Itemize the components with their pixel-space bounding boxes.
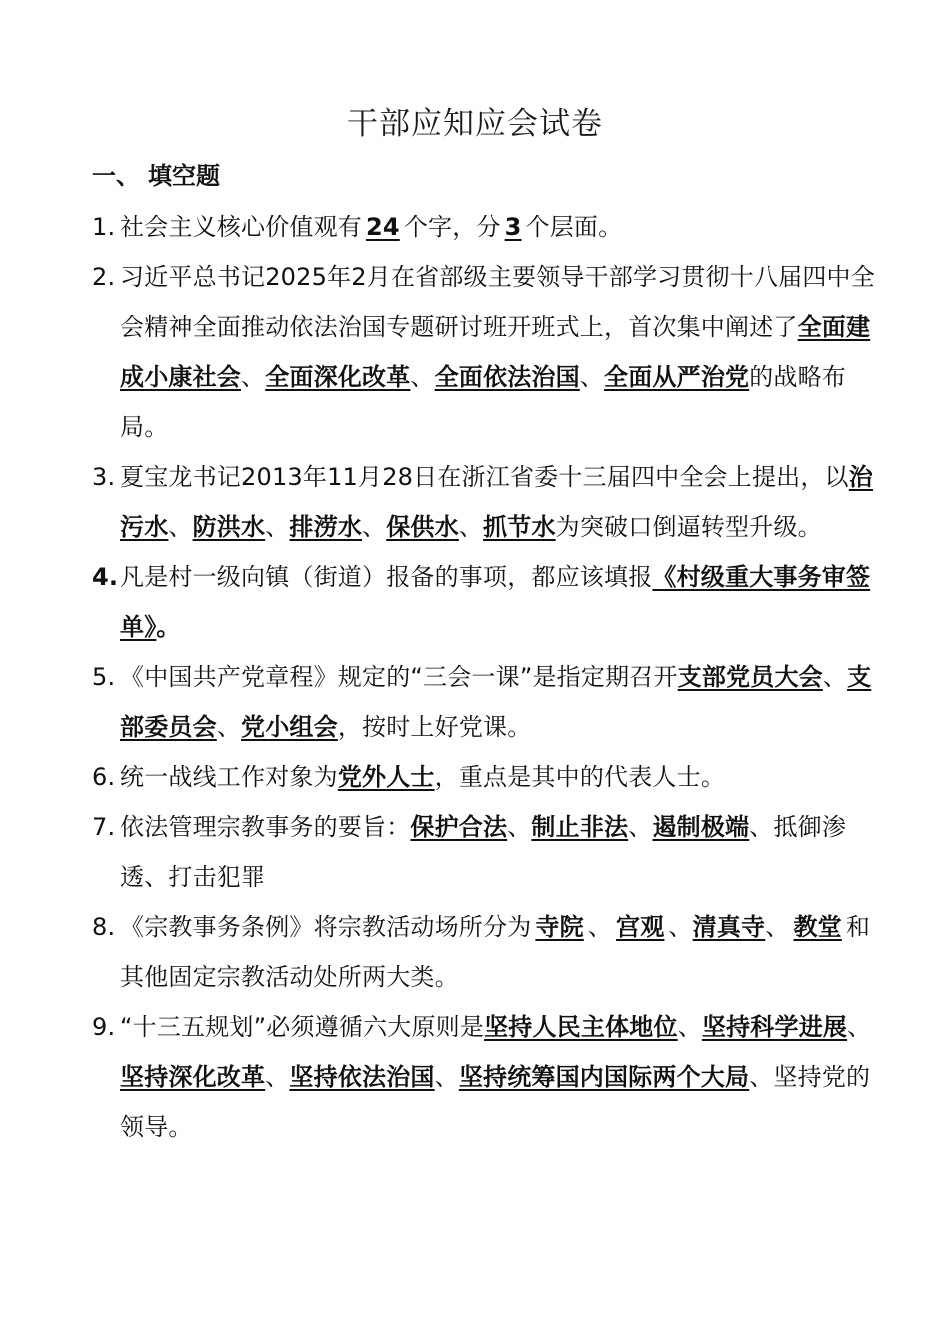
question-text: 依法管理宗教事务的要旨： [120,813,411,841]
question-item [92,552,892,652]
question-item [92,652,892,752]
answer-blank: 寺院 [535,913,584,941]
answer-blank: 制止非法 [531,813,629,841]
question-text: 和其他固定宗教活动处所两大类。 [120,913,871,991]
question-text: 、 [628,813,653,841]
question-text: 。 [156,613,181,641]
question-text: 统一战线工作对象为 [120,763,338,791]
answer-blank: 全面深化改革 [265,363,411,391]
question-number: 6. [92,763,116,791]
question-text: 、抵御渗透、打击犯罪 [120,813,847,891]
question-number: 1. [92,213,116,241]
question-number: 4. [92,563,119,591]
question-text: 、坚持党的领导。 [120,1063,871,1141]
question-number: 2. [92,263,116,291]
answer-blank: 保护合法 [410,813,508,841]
question-text: 、 [410,363,435,391]
question-number: 7. [92,813,116,841]
answer-blank: 坚持人民主体地位 [484,1013,678,1041]
answer-blank: 保供水 [386,513,459,541]
question-number: 8. [92,913,116,941]
answer-blank: 党小组会 [241,713,338,741]
question-text: 、 [265,1063,290,1091]
question-list [92,202,892,1152]
question-item [92,802,892,902]
question-text: 的战略布局。 [120,363,847,441]
question-text: 、 [587,913,613,941]
question-item [92,1002,892,1152]
answer-blank: 3 [504,213,522,241]
answer-blank: 全面从严治党 [604,363,750,391]
answer-blank: 治污水 [120,463,873,541]
answer-blank: 遏制极端 [652,813,750,841]
question-text: 《中国共产党章程》规定的“三会一课”是指定期召开 [120,663,678,691]
question-text: 、 [668,913,693,941]
answer-blank: 支部委员会 [120,663,872,741]
answer-blank: 坚持依法治国 [289,1063,435,1091]
question-text: 、 [507,813,532,841]
question-text: 、 [265,513,290,541]
answer-blank: 清真寺 [692,913,766,941]
question-item [92,252,892,452]
question-text: 、 [168,513,193,541]
question-item [92,902,892,1002]
question-text: 、 [765,913,790,941]
section-title: 填空题 [148,162,220,190]
question-item [92,752,892,802]
question-item [92,452,892,552]
question-text: 、 [847,1013,872,1041]
question-text: ，重点是其中的代表人士。 [434,763,726,791]
question-item [92,202,892,252]
question-text: 社会主义核心价值观有 [120,213,362,241]
answer-blank: 全面建成小康社会 [120,313,871,391]
question-text: 、 [362,513,387,541]
page-title: 干部应知应会试卷 [347,106,603,142]
question-text: 习近平总书记2025年2月在省部级主要领导干部学习贯彻十八届四中全会精神全面推动依法治国专题研讨班开班式上，首次集中阐述了 [120,263,875,341]
question-text: “十三五规划”必须遵循六大原则是 [120,1013,485,1041]
answer-blank: 24 [366,213,400,241]
answer-blank: 宫观 [616,913,665,941]
question-text: 、 [216,713,242,741]
section-heading [92,152,220,200]
question-text: 、 [677,1013,702,1041]
question-text: 、 [434,1063,459,1091]
answer-blank: 全面依法治国 [434,363,580,391]
answer-blank: 坚持深化改革 [120,1063,266,1091]
question-text: 、 [241,363,266,391]
answer-blank: 党外人士 [337,763,435,791]
answer-blank: 《村级重大事务审签单》 [120,563,871,641]
question-text: 、 [579,363,605,391]
answer-blank: 支部党员大会 [677,663,823,691]
question-text: 、 [458,513,484,541]
answer-blank: 坚持科学进展 [701,1013,848,1041]
answer-blank: 防洪水 [192,513,266,541]
question-text: 夏宝龙书记2013年11月28日在浙江省委十三届四中全会上提出，以 [120,463,849,491]
question-text: 《宗教事务条例》将宗教活动场所分为 [120,913,532,941]
question-text: 、 [822,663,848,691]
question-number: 5. [92,663,116,691]
question-text: ，按时上好党课。 [337,713,532,741]
question-number: 3. [92,463,116,491]
answer-blank: 排涝水 [289,513,363,541]
question-text: 个层面。 [525,213,623,241]
question-text: 凡是村一级向镇（街道）报备的事项，都应该填报 [120,563,653,591]
question-number: 9. [92,1013,116,1041]
section-number: 一、 [92,162,140,190]
question-text: 个字，分 [403,213,501,241]
answer-blank: 坚持统筹国内国际两个大局 [458,1063,750,1091]
answer-blank: 抓节水 [483,513,556,541]
answer-blank: 教堂 [793,913,842,941]
question-text: 为突破口倒逼转型升级。 [555,513,822,541]
